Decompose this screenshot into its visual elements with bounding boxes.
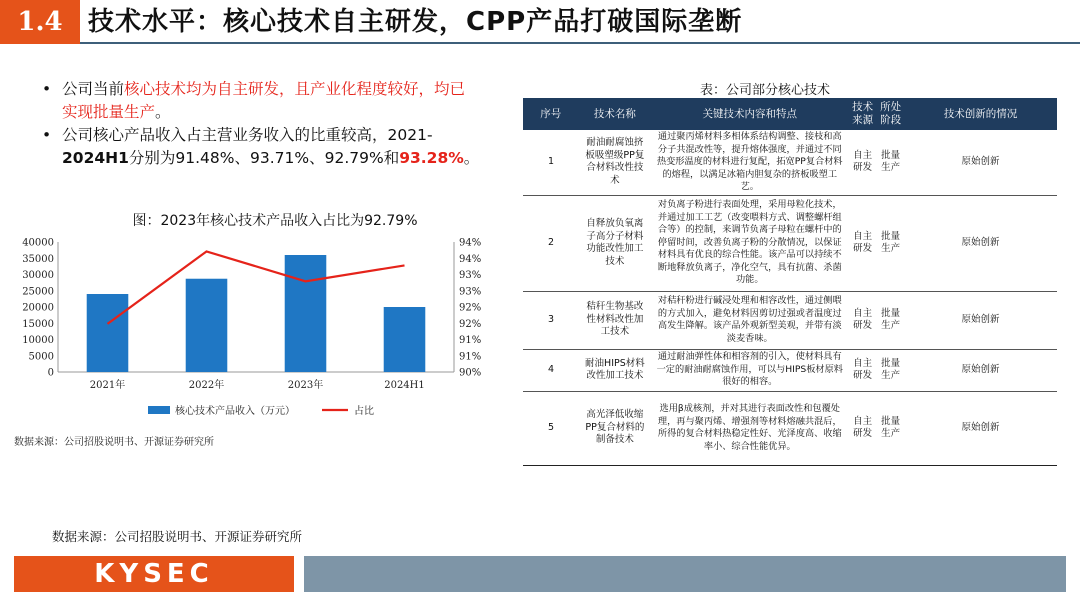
- bullet-point: [40, 78, 480, 124]
- y-left-tick-label: 15000: [22, 318, 54, 330]
- section-number: 1.4: [0, 0, 80, 44]
- bullet-text: 93.28%: [399, 149, 464, 167]
- share-line: [108, 251, 405, 323]
- bullet-text: 分别为91.48%、93.71%、92.79%和: [128, 149, 400, 167]
- y-left-tick-label: 20000: [22, 302, 54, 314]
- chart-title: 图：2023年核心技术产品收入占比为92.79%: [132, 213, 418, 229]
- cell-content: 通过聚丙烯材料多相体系结构调整、接枝和高分子共混改性等，提升熔体强度，并通过不同热变形温度的材料进行复配，拓宽PP复合材料的熔程，以满足冰箱内胆复杂的挤板吸塑工艺。: [651, 130, 849, 195]
- x-tick-label: 2023年: [287, 380, 324, 391]
- y-left-tick-label: 35000: [22, 253, 54, 265]
- bullet-text: 2024H1: [62, 149, 129, 167]
- th-innovation: 技术创新的情况: [905, 98, 1057, 130]
- cell-name: 高光泽低收缩PP复合材料的制备技术: [579, 391, 651, 465]
- y-right-tick-label: 91%: [459, 335, 482, 346]
- x-tick-label: 2022年: [188, 380, 225, 391]
- th-no: 序号: [523, 98, 579, 130]
- cell-no: 4: [523, 349, 579, 391]
- core-tech-table: [523, 98, 1057, 466]
- th-content: 关键技术内容和特点: [651, 98, 849, 130]
- cell-innovation: 原始创新: [905, 391, 1057, 465]
- cell-source: 自主研发: [849, 291, 877, 349]
- y-right-tick-label: 92%: [459, 302, 482, 314]
- y-right-tick-label: 93%: [459, 286, 482, 298]
- cell-source: 自主研发: [849, 195, 877, 291]
- cell-source: 自主研发: [849, 391, 877, 465]
- y-right-tick-label: 90%: [459, 367, 482, 379]
- table-header-row: [523, 98, 1057, 130]
- cell-name: 秸秆生物基改性材料改性加工技术: [579, 291, 651, 349]
- footer-bar: [304, 556, 1066, 592]
- cell-source: 自主研发: [849, 349, 877, 391]
- cell-stage: 批量生产: [877, 195, 905, 291]
- bullet-point: [40, 124, 480, 170]
- cell-no: 2: [523, 195, 579, 291]
- y-right-tick-label: 94%: [459, 237, 482, 249]
- cell-no: 3: [523, 291, 579, 349]
- revenue-share-chart: [10, 232, 500, 432]
- table-row: [523, 349, 1057, 391]
- bullet-text: 核心技术均为自主研发，且产业化程度较好，均已实现批量生产: [62, 80, 466, 121]
- y-left-tick-label: 10000: [22, 335, 54, 346]
- table-row: [523, 130, 1057, 195]
- y-left-tick-label: 30000: [22, 270, 54, 281]
- cell-content: 对负离子粉进行表面处理，采用母粒化技术，并通过加工工艺（改变喂料方式、调整螺杆组合等）的控制，来调节负离子母粒在螺杆中的停留时间，改善负离子粉的分散情况，以保证材料具有优良的综合性能。该产品可以持续不断地释放负离子，净化空气，具有抗菌、杀菌功能。: [651, 195, 849, 291]
- cell-no: 1: [523, 130, 579, 195]
- cell-content: 对秸秆粉进行碱浸处理和相容改性，通过侧喂的方式加入，避免材料因剪切过强或者温度过高发生降解。该产品外观新型美观，并带有淡淡麦香味。: [651, 291, 849, 349]
- cell-innovation: 原始创新: [905, 195, 1057, 291]
- cell-stage: 批量生产: [877, 349, 905, 391]
- cell-innovation: 原始创新: [905, 130, 1057, 195]
- x-tick-label: 2024H1: [384, 380, 425, 391]
- revenue-bar: [384, 307, 426, 372]
- revenue-bar: [186, 279, 228, 372]
- header-divider: [80, 42, 1080, 44]
- y-right-tick-label: 92%: [459, 318, 482, 330]
- y-left-tick-label: 5000: [28, 351, 54, 363]
- cell-no: 5: [523, 391, 579, 465]
- bullet-text: 。: [463, 149, 480, 167]
- y-left-tick-label: 25000: [22, 286, 54, 298]
- table-row: [523, 291, 1057, 349]
- legend-bar-label: 核心技术产品收入（万元）: [175, 406, 295, 417]
- cell-name: 自释放负氧离子高分子材料功能改性加工技术: [579, 195, 651, 291]
- cell-innovation: 原始创新: [905, 349, 1057, 391]
- th-name: 技术名称: [579, 98, 651, 130]
- chart-source-note: 数据来源：公司招股说明书、开源证券研究所: [14, 437, 214, 448]
- x-tick-label: 2021年: [89, 380, 126, 391]
- cell-stage: 批量生产: [877, 291, 905, 349]
- kysec-logo: KYSEC: [14, 556, 294, 592]
- key-points-list: [40, 78, 480, 170]
- y-left-tick-label: 0: [47, 367, 54, 379]
- y-left-tick-label: 40000: [22, 237, 54, 249]
- slide-header: [0, 0, 1080, 44]
- table-row: [523, 391, 1057, 465]
- page-source-note: 数据来源：公司招股说明书、开源证券研究所: [52, 529, 303, 544]
- cell-stage: 批量生产: [877, 130, 905, 195]
- cell-stage: 批量生产: [877, 391, 905, 465]
- table-title: 表：公司部分核心技术: [700, 83, 831, 98]
- th-stage: 所处阶段: [877, 98, 905, 130]
- th-source: 技术来源: [849, 98, 877, 130]
- cell-source: 自主研发: [849, 130, 877, 195]
- revenue-bar: [87, 294, 129, 372]
- y-right-tick-label: 91%: [459, 351, 482, 363]
- y-right-tick-label: 93%: [459, 270, 482, 281]
- bullet-text: 公司核心产品收入占主营业务收入的比重较高，2021-: [62, 126, 433, 144]
- cell-content: 通过耐油弹性体和相容剂的引入，使材料具有一定的耐油耐腐蚀作用，可以与HIPS板材原料很好的相容。: [651, 349, 849, 391]
- cell-name: 耐油HIPS材料改性加工技术: [579, 349, 651, 391]
- cell-name: 耐油耐腐蚀挤板吸塑级PP复合材料改性技术: [579, 130, 651, 195]
- bullet-text: 。: [155, 103, 171, 121]
- slide-title: 技术水平：核心技术自主研发，CPP产品打破国际垄断: [88, 7, 743, 37]
- legend-bar-swatch: [148, 406, 170, 414]
- bullet-text: 公司当前: [62, 80, 125, 98]
- revenue-bar: [285, 255, 327, 372]
- legend-line-label: 占比: [354, 406, 374, 417]
- cell-innovation: 原始创新: [905, 291, 1057, 349]
- y-right-tick-label: 94%: [459, 253, 482, 265]
- table-row: [523, 195, 1057, 291]
- cell-content: 选用β成核剂，并对其进行表面改性和包覆处理，再与聚丙烯、增强剂等材料熔融共混后，所得的复合材料热稳定性好、光泽度高、收缩率小、综合性能优异。: [651, 391, 849, 465]
